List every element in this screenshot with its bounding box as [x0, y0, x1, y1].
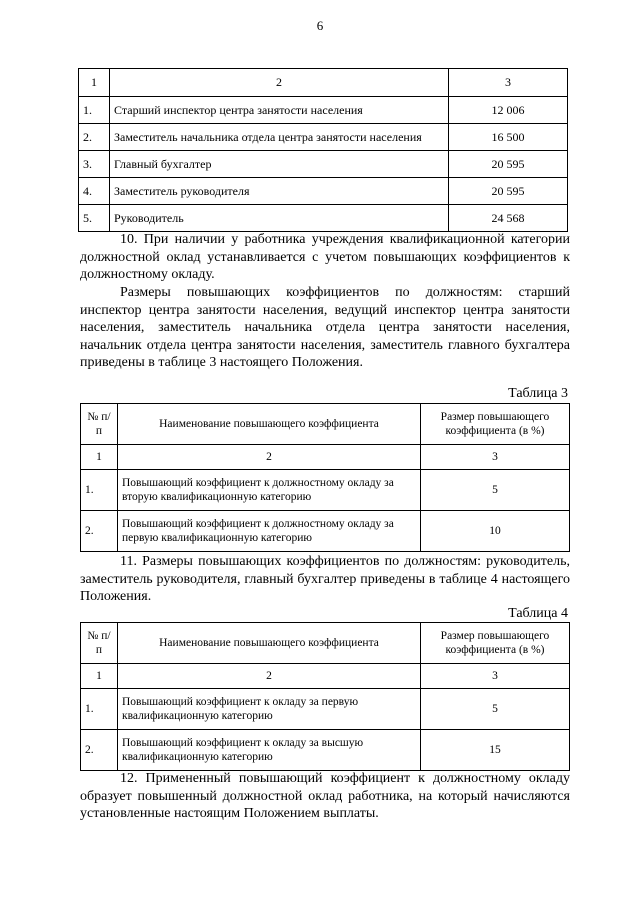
table4-caption: Таблица 4 [508, 606, 568, 621]
col-index-3: 3 [449, 69, 568, 97]
table-row [79, 178, 568, 205]
head-num: № п/п [81, 623, 118, 664]
coefficient-table-3 [80, 403, 570, 552]
row-num: 3. [79, 151, 110, 178]
table-row [81, 730, 570, 771]
row-name: Повышающий коэффициент к должностному окладу за первую квалификационную категорию [118, 511, 421, 552]
col-index-1: 1 [79, 69, 110, 97]
coefficient-table-4 [80, 622, 570, 771]
head-num: № п/п [81, 404, 118, 445]
paragraph-10-sizes: Размеры повышающих коэффициентов по должностям: старший инспектор центра занятости населения, ведущий инспектор центра занятости населения, заместитель начальника отдела центра занятости населения, начальник отдела центра занятости населения, заместитель главного бухгалтера приведены в таблице 3 настоящего Положения. [80, 285, 570, 370]
row-name: Руководитель [110, 205, 449, 232]
row-name: Повышающий коэффициент к окладу за первую квалификационную категорию [118, 689, 421, 730]
row-name: Старший инспектор центра занятости населения [110, 97, 449, 124]
table-row [81, 689, 570, 730]
index-1: 1 [81, 664, 118, 689]
table-index-row [81, 445, 570, 470]
head-value: Размер повышающего коэффициента (в %) [421, 623, 570, 664]
row-value: 20 595 [449, 151, 568, 178]
row-num: 1. [79, 97, 110, 124]
row-name: Главный бухгалтер [110, 151, 449, 178]
table-header-row [81, 404, 570, 445]
table-row [79, 151, 568, 178]
row-value: 12 006 [449, 97, 568, 124]
row-num: 5. [79, 205, 110, 232]
head-name: Наименование повышающего коэффициента [118, 623, 421, 664]
row-num: 1. [81, 470, 118, 511]
table-row [81, 511, 570, 552]
row-num: 2. [79, 124, 110, 151]
paragraph-12: 12. Примененный повышающий коэффициент к должностному окладу образует повышенный должностной оклад работника, на который начисляются установленные настоящим Положением выплаты. [80, 771, 570, 821]
table-row [79, 124, 568, 151]
row-value: 16 500 [449, 124, 568, 151]
table-row [79, 205, 568, 232]
row-num: 1. [81, 689, 118, 730]
row-value: 10 [421, 511, 570, 552]
table3-caption: Таблица 3 [508, 386, 568, 401]
row-name: Заместитель начальника отдела центра занятости населения [110, 124, 449, 151]
index-3: 3 [421, 664, 570, 689]
page-number: 6 [316, 18, 324, 33]
index-2: 2 [118, 445, 421, 470]
table-index-row [81, 664, 570, 689]
row-num: 2. [81, 511, 118, 552]
table-header-row [81, 623, 570, 664]
paragraph-11: 11. Размеры повышающих коэффициентов по должностям: руководитель, заместитель руководителя, главный бухгалтер приведены в таблице 4 настоящего Положения. [80, 554, 570, 604]
head-name: Наименование повышающего коэффициента [118, 404, 421, 445]
row-value: 5 [421, 470, 570, 511]
head-value: Размер повышающего коэффициента (в %) [421, 404, 570, 445]
paragraph-10: 10. При наличии у работника учреждения квалификационной категории должностной оклад устанавливается с учетом повышающих коэффициентов к должностному окладу. [80, 232, 570, 282]
table-row [79, 97, 568, 124]
row-name: Заместитель руководителя [110, 178, 449, 205]
row-value: 24 568 [449, 205, 568, 232]
row-value: 20 595 [449, 178, 568, 205]
table-row [81, 470, 570, 511]
index-2: 2 [118, 664, 421, 689]
index-1: 1 [81, 445, 118, 470]
index-3: 3 [421, 445, 570, 470]
row-value: 5 [421, 689, 570, 730]
table-header-row [79, 69, 568, 97]
col-index-2: 2 [110, 69, 449, 97]
row-name: Повышающий коэффициент к окладу за высшую квалификационную категорию [118, 730, 421, 771]
row-num: 2. [81, 730, 118, 771]
row-value: 15 [421, 730, 570, 771]
salary-table [78, 68, 568, 232]
row-num: 4. [79, 178, 110, 205]
row-name: Повышающий коэффициент к должностному окладу за вторую квалификационную категорию [118, 470, 421, 511]
